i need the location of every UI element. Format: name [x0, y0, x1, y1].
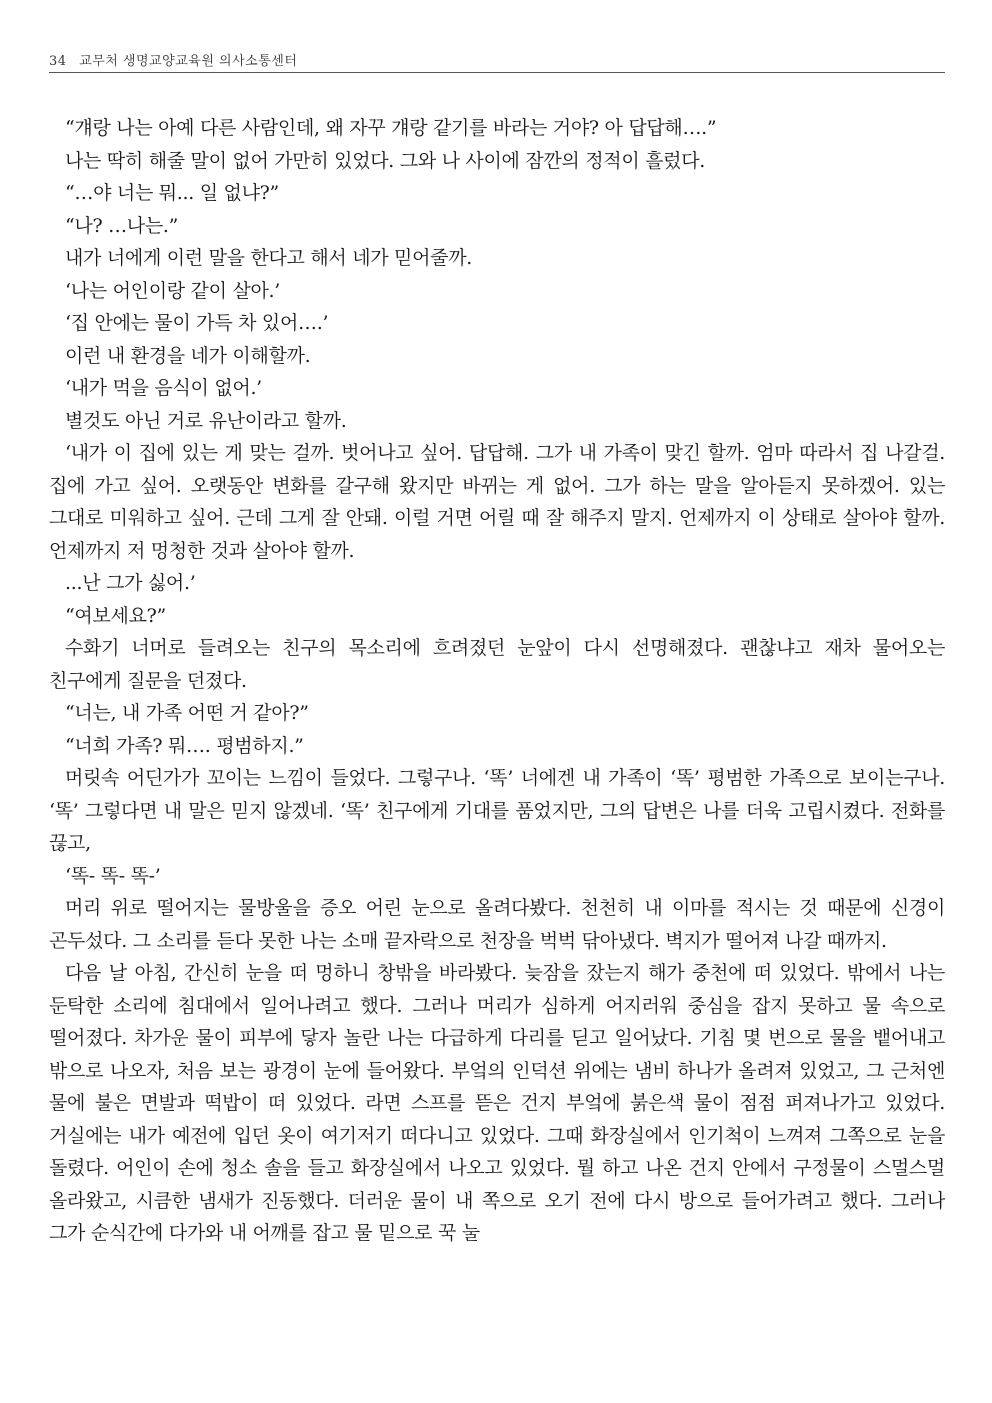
page-header	[49, 44, 945, 73]
header-text	[49, 50, 297, 69]
paragraph: ‘내가 먹을 음식이 없어.’	[65, 377, 262, 399]
paragraph: “여보세요?”	[65, 604, 166, 627]
paragraph: ‘내가 이 집에 있는 게 맞는 걸까. 벗어나고 싶어. 답답해. 그가 내 가족이 맞긴 할까. 엄마 따라서 집 나갈걸. 집에 가고 싶어. 오랫동안 변화를 갈구해 왔지만 바뀌는 게 없어. 그가 하는 말을 알아듣지 못하겠어. 있는 그대로 미워하고 싶어. 근데 그게 잘 안돼. 이럴 거면 어릴 때 잘 해주지 말지. 언제까지 이 상태로 살아야 할까. 언제까지 저 멍청한 것과 살아야 할까.	[49, 442, 945, 562]
paragraph: “너는, 내 가족 어떤 거 같아?”	[65, 702, 309, 724]
paragraph: 별것도 아닌 거로 유난이라고 할까.	[65, 409, 347, 432]
paragraph: 나는 딱히 해줄 말이 없어 가만히 있었다. 그와 나 사이에 잠깐의 정적이 흘렀다.	[65, 149, 706, 172]
paragraph: 내가 너에게 이런 말을 한다고 해서 네가 믿어줄까.	[65, 247, 472, 269]
paragraph: ‘집 안에는 물이 가득 차 있어….’	[65, 312, 329, 334]
body-text	[49, 112, 945, 1250]
paragraph: 다음 날 아침, 간신히 눈을 떠 멍하니 창밖을 바라봤다. 늦잠을 잤는지 해가 중천에 떠 있었다. 밖에서 나는 둔탁한 소리에 침대에서 일어나려고 했다. 그러나 머리가 심하게 어지러워 중심을 잡지 못하고 물 속으로 떨어졌다. 차가운 물이 피부에 닿자 놀란 나는 다급하게 다리를 딛고 일어났다. 기침 몇 번으로 물을 뱉어내고 밖으로 나오자, 처음 보는 광경이 눈에 들어왔다. 부엌의 인덕션 위에는 냄비 하나가 올려져 있었고, 그 근처엔 물에 불은 면발과 떡밥이 떠 있었다. 라면 스프를 뜯은 건지 부엌에 붉은색 물이 점점 퍼져나가고 있었다. 거실에는 내가 예전에 입던 옷이 여기저기 떠다니고 있었다. 그때 화장실에서 인기척이 느껴져 그쪽으로 눈을 돌렸다. 어인이 손에 청소 솔을 들고 화장실에서 나오고 있었다. 뭘 하고 나온 건지 안에서 구정물이 스멀스멀 올라왔고, 시큼한 냄새가 진동했다. 더러운 물이 내 쪽으로 오기 전에 다시 방으로 들어가려고 했다. 그러나 그가 순식간에 다가와 내 어깨를 잡고 물 밑으로 꾹 눌	[49, 962, 945, 1244]
paragraph: “너희 가족? 뭐…. 평범하지.”	[65, 734, 304, 757]
paragraph: “걔랑 나는 아예 다른 사람인데, 왜 자꾸 걔랑 같기를 바라는 거야? 아 답답해….”	[65, 117, 717, 139]
paragraph: “나? …나는.”	[65, 214, 179, 237]
paragraph: 머릿속 어딘가가 꼬이는 느낌이 들었다. 그렇구나. ‘똑’ 너에겐 내 가족이 ‘똑’ 평범한 가족으로 보이는구나. ‘똑’ 그렇다면 내 말은 믿지 않겠네. ‘똑’ 친구에게 기대를 품었지만, 그의 답변은 나를 더욱 고립시켰다. 전화를 끊고,	[49, 767, 945, 854]
paragraph: ‘나는 어인이랑 같이 살아.’	[65, 279, 280, 302]
paragraph: 이런 내 환경을 네가 이해할까.	[65, 344, 311, 367]
paragraph: 머리 위로 떨어지는 물방울을 증오 어린 눈으로 올려다봤다. 천천히 내 이마를 적시는 것 때문에 신경이 곤두섰다. 그 소리를 듣다 못한 나는 소매 끝자락으로 천장을 벅벅 닦아냈다. 벽지가 떨어져 나갈 때까지.	[49, 897, 945, 952]
paragraph: ...난 그가 싫어.’	[65, 572, 196, 594]
paragraph: ‘똑- 똑- 똑-’	[65, 864, 161, 887]
paragraph: “…야 너는 뭐... 일 없냐?”	[65, 182, 279, 204]
paragraph: 수화기 너머로 들려오는 친구의 목소리에 흐려졌던 눈앞이 다시 선명해졌다. 괜찮냐고 재차 물어오는 친구에게 질문을 던졌다.	[49, 637, 945, 692]
header-title: 교무처 생명교양교육원 의사소통센터	[79, 54, 298, 69]
page-number: 34	[49, 54, 67, 69]
